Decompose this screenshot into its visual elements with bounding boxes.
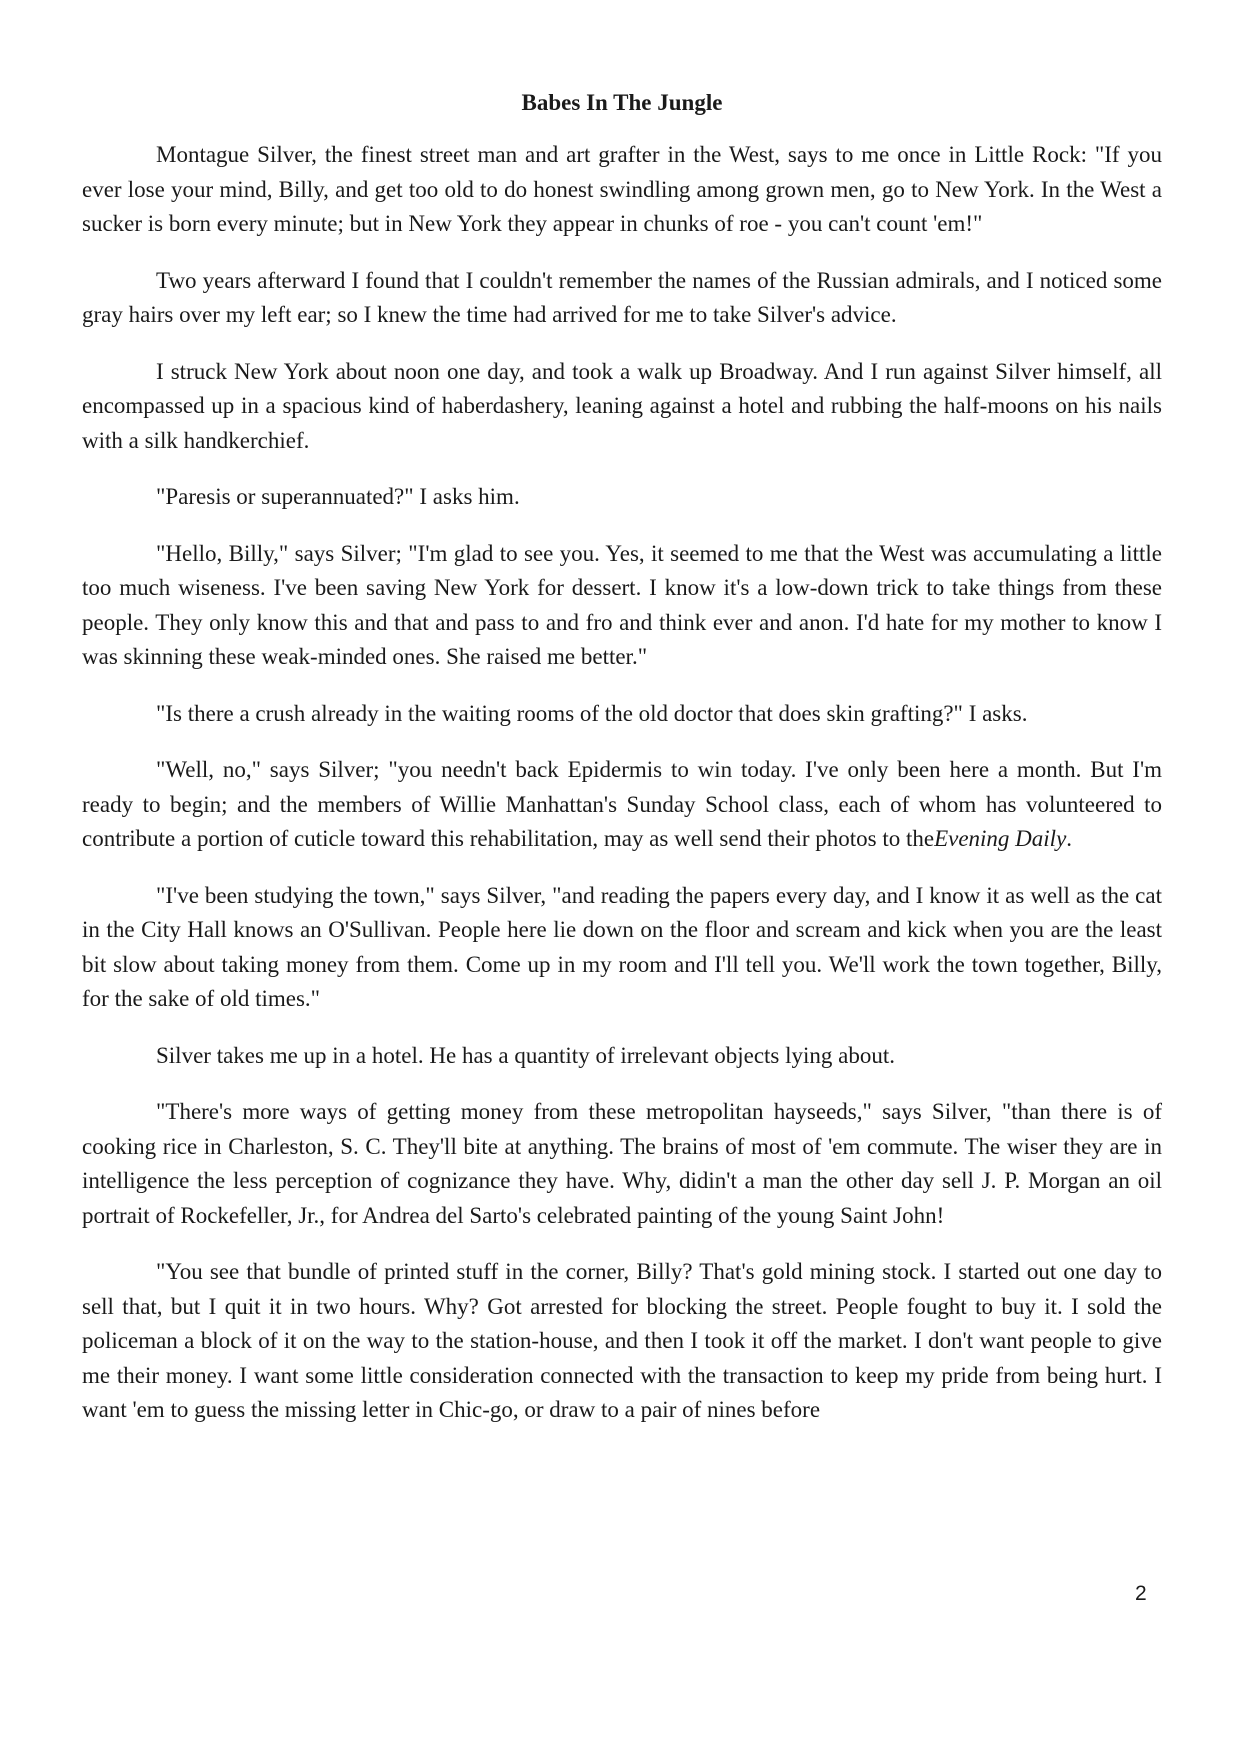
paragraph: "Is there a crush already in the waiting rooms of the old doctor that does skin grafting?" I asks. xyxy=(156,700,1028,726)
paragraph: "I've been studying the town," says Silver, "and reading the papers every day, and I know it as well as the cat in the City Hall knows an O'Sullivan. People here lie down on the floor and scream and kick when you are the least bit slow about taking money from them. Come up in my room and I'll tell you. We'll work the town together, Billy, for the sake of old times." xyxy=(82,882,1162,1011)
paragraph-tail: . xyxy=(1066,826,1073,851)
paragraph: Montague Silver, the finest street man and art grafter in the West, says to me once in Little Rock: "If you ever lose your mind, Billy, and get too old to do honest swindling among grown men, go to New York. In the West a sucker is born every minute; but in New York they appear in chunks of roe - you can't count 'em!" xyxy=(82,142,1162,236)
story-title: Babes In The Jungle xyxy=(521,90,723,115)
paragraph: "Hello, Billy," says Silver; "I'm glad to see you. Yes, it seemed to me that the West was accumulating a little too much wiseness. I've been saving New York for dessert. I know it's a low-down trick to take things from these people. They only know this and that and pass to and fro and think ever and anon. I'd hate for my mother to know I was skinning these weak-minded ones. She raised me better." xyxy=(82,540,1162,669)
paragraph: Silver takes me up in a hotel. He has a quantity of irrelevant objects lying about. xyxy=(156,1042,895,1068)
paragraph: "Paresis or superannuated?" I asks him. xyxy=(156,484,520,509)
paragraph-text: "Well, no," says Silver; "you needn't back Epidermis to win today. I've only been here a month. But I'm ready to begin; and the members of Willie Manhattan's Sunday School class, each of whom has volunteered to contribute a portion of cuticle toward this rehabilitation, may as well send their photos to the xyxy=(82,757,1162,851)
paragraph: I struck New York about noon one day, and took a walk up Broadway. And I run against Silver himself, all encompassed up in a spacious kind of haberdashery, leaning against a hotel and rubbing the half-moons on his nails with a silk handkerchief. xyxy=(82,358,1162,453)
paragraph: Two years afterward I found that I couldn't remember the names of the Russian admirals, and I noticed some gray hairs over my left ear; so I knew the time had arrived for me to take Silver's advice. xyxy=(82,267,1162,327)
page-number: 2 xyxy=(1135,1582,1147,1605)
paragraph xyxy=(82,753,1162,857)
paragraph: "There's more ways of getting money from these metropolitan hayseeds," says Silver, "than there is of cooking rice in Charleston, S. C. They'll bite at anything. The brains of most of 'em commute. The wiser they are in intelligence the less perception of cognizance they have. Why, didin't a man the other day sell J. P. Morgan an oil portrait of Rockefeller, Jr., for Andrea del Sarto's celebrated painting of the young Saint John! xyxy=(82,1099,1162,1228)
newspaper-title: Evening Daily xyxy=(934,826,1067,851)
document-page xyxy=(82,86,1162,1450)
paragraph: "You see that bundle of printed stuff in the corner, Billy? That's gold mining stock. I started out one day to sell that, but I quit it in two hours. Why? Got arrested for blocking the street. People fought to buy it. I sold the policeman a block of it on the way to the station-house, and then I took it off the market. I don't want people to give me their money. I want some little consideration connected with the transaction to keep my pride from being hurt. I want 'em to guess the missing letter in Chic-go, or draw to a pair of nines before xyxy=(82,1259,1162,1422)
